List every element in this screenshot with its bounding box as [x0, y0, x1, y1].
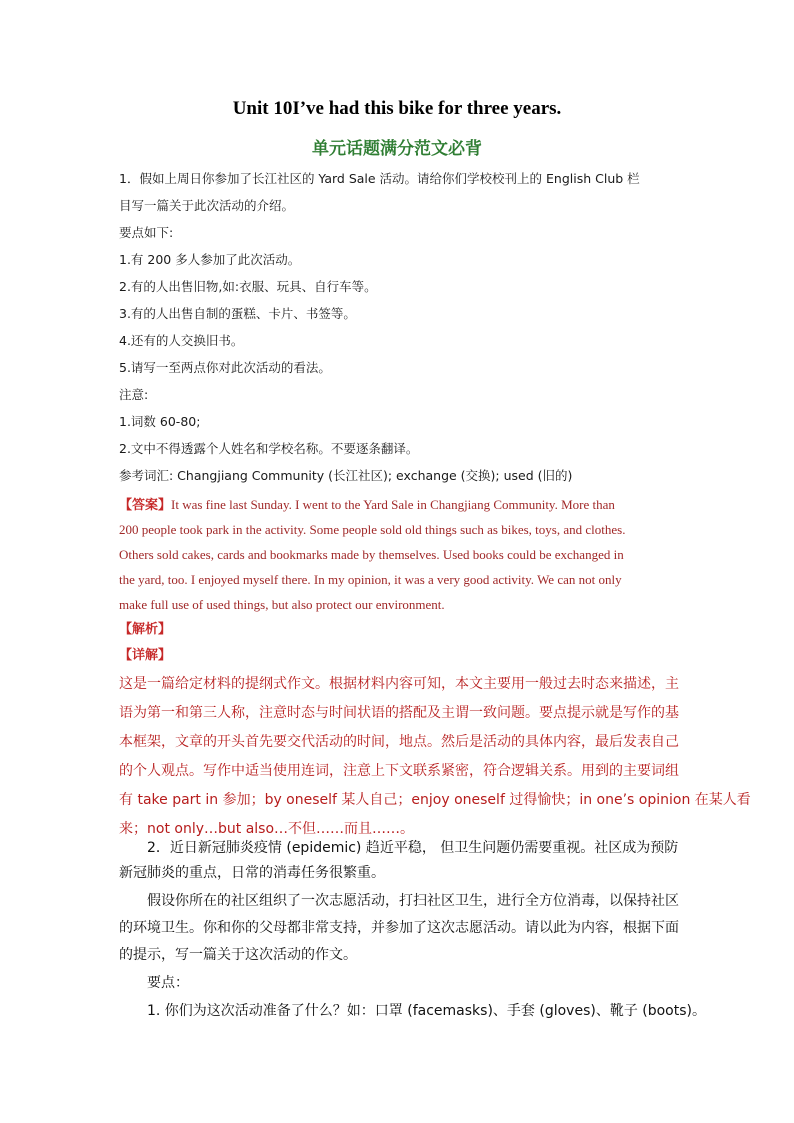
q2-line: 1. 你们为这次活动准备了什么？如：口罩 (facemasks)、手套 (gloves)、靴子 (boots)。 — [147, 1003, 706, 1019]
q1-line: 4.还有的人交换旧书。 — [119, 333, 244, 348]
q1-line: 1.词数 60-80; — [119, 414, 201, 429]
answer-line: the yard, too. I enjoyed myself there. In my opinion, it was a very good activity. We can not only — [119, 572, 622, 587]
q1-line: 3.有的人出售自制的蛋糕、卡片、书签等。 — [119, 306, 356, 321]
q1-line: 2.有的人出售旧物,如:衣服、玩具、自行车等。 — [119, 279, 377, 294]
detail-line: 这是一篇给定材料的提纲式作文。根据材料内容可知，本文主要用一般过去时态来描述，主 — [119, 676, 679, 692]
q2-line: 要点： — [147, 975, 189, 991]
answer-first-line: It was fine last Sunday. I went to the Yard Sale in Changjiang Community. More than — [171, 497, 615, 512]
detail-line: 语为第一和第三人称，注意时态与时间状语的搭配及主谓一致问题。要点提示就是写作的基 — [119, 705, 679, 721]
q1-line: 参考词汇: Changjiang Community (长江社区); exchange (交换); used (旧的) — [119, 468, 573, 483]
q1-line: 注意: — [119, 387, 149, 402]
answer-tag: 【答案】 — [119, 498, 172, 513]
q1-line: 2.文中不得透露个人姓名和学校名称。不要逐条翻译。 — [119, 441, 419, 456]
detail-line: 有 take part in 参加；by oneself 某人自己；enjoy oneself 过得愉快；in one’s opinion 在某人看 — [119, 792, 751, 808]
detail-line: 的个人观点。写作中适当使用连词，注意上下文联系紧密，符合逻辑关系。用到的主要词组 — [119, 763, 679, 779]
detail-line: 本框架，文章的开头首先要交代活动的时间，地点。然后是活动的具体内容，最后发表自己 — [119, 734, 679, 750]
q1-line: 目写一篇关于此次活动的介绍。 — [119, 198, 295, 213]
answer-line: Others sold cakes, cards and bookmarks made by themselves. Used books could be exchanged in — [119, 547, 624, 562]
answer-line — [119, 496, 674, 515]
detail-heading — [119, 647, 674, 665]
analysis-tag: 【解析】 — [119, 622, 172, 637]
q2-line: 新冠肺炎的重点，日常的消毒任务很繁重。 — [119, 865, 385, 881]
q1-line: 1.有 200 多人参加了此次活动。 — [119, 252, 301, 267]
answer-line: make full use of used things, but also protect our environment. — [119, 597, 445, 612]
q2-line: 假设你所在的社区组织了一次志愿活动，打扫社区卫生，进行全方位消毒，以保持社区 — [147, 893, 679, 909]
unit-title: Unit 10I’ve had this bike for three years. — [232, 98, 562, 119]
detail-line: 来；not only…but also…不但……而且……。 — [119, 821, 415, 837]
detail-tag: 【详解】 — [119, 648, 172, 663]
q1-line: 5.请写一至两点你对此次活动的看法。 — [119, 360, 331, 375]
q1-line: 要点如下: — [119, 225, 174, 240]
analysis-heading — [119, 621, 674, 639]
q2-line: 2．近日新冠肺炎疫情 (epidemic) 趋近平稳， 但卫生问题仍需要重视。社区成为预防 — [147, 840, 679, 856]
q1-line: 1．假如上周日你参加了长江社区的 Yard Sale 活动。请给你们学校校刊上的 English Club 栏 — [119, 171, 640, 186]
q2-line: 的环境卫生。你和你的父母都非常支持，并参加了这次志愿活动。请以此为内容，根据下面 — [119, 920, 679, 936]
section-subtitle: 单元话题满分范文必背 — [312, 139, 482, 159]
q2-line: 的提示，写一篇关于这次活动的作文。 — [119, 947, 357, 963]
answer-line: 200 people took park in the activity. Some people sold old things such as bikes, toys, and clothes. — [119, 522, 626, 537]
